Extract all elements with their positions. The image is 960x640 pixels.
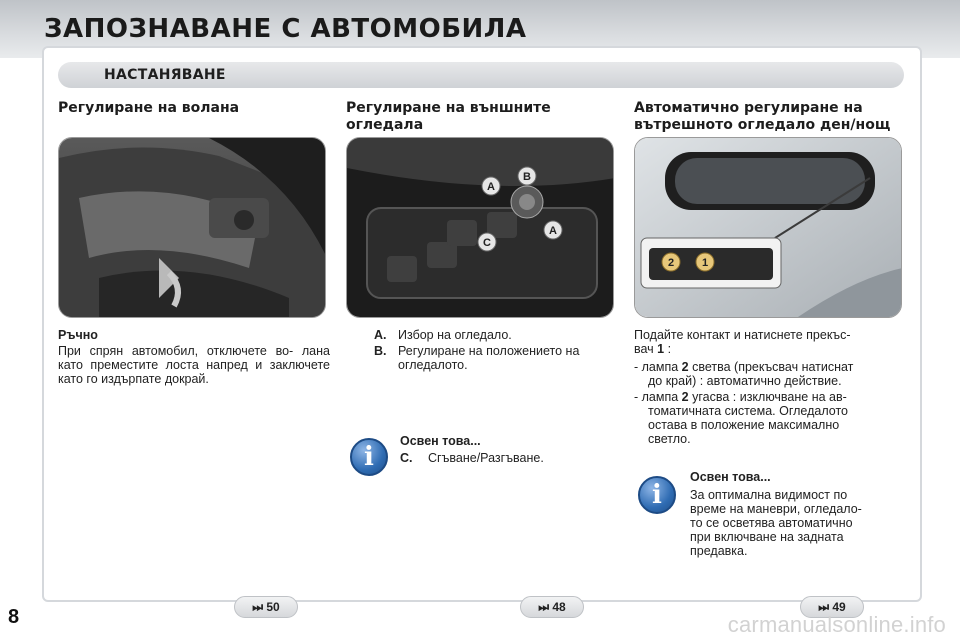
mirror-switch-photo — [346, 137, 614, 318]
info-key-c: C. — [400, 451, 413, 465]
mirror-label-a1: A — [487, 181, 495, 193]
bullet2-line3: остава в положение максимално — [648, 418, 840, 432]
bullet1-line2: до край) : автоматично действие. — [648, 374, 842, 388]
item-a-key: A. — [374, 328, 387, 342]
bullet2-line2: томатичната система. Огледалото — [648, 404, 848, 418]
bullet2-prefix: - лампа — [634, 390, 682, 404]
page-number: 8 — [8, 606, 20, 628]
auto-mirror-heading-line2: вътрешното огледало ден/нощ — [634, 117, 891, 133]
mirror-lamp-label-2: 2 — [667, 257, 675, 269]
info-line-5: предавка. — [690, 544, 748, 558]
steering-illustration — [59, 138, 326, 318]
mirrors-heading-line1: Регулиране на външните — [346, 100, 551, 116]
bullet2-lamp-number: 2 — [681, 390, 689, 404]
info-icon: i — [350, 438, 388, 476]
info-line-2: време на маневри, огледало- — [690, 502, 862, 516]
bullet2-line1 — [634, 390, 847, 404]
bullet1-lamp-number: 2 — [681, 360, 689, 374]
bullet1-prefix: - лампа — [634, 360, 682, 374]
ref-tab-49[interactable]: ⏭ 49 — [800, 596, 864, 618]
intro-line2 — [634, 342, 671, 356]
page-title: ЗАПОЗНАВАНЕ С АВТОМОБИЛА — [44, 14, 527, 44]
intro-line1: Подайте контакт и натиснете прекъс- — [634, 328, 851, 342]
mirror-label-c: C — [483, 237, 491, 249]
mirror-label-a2: A — [549, 225, 557, 237]
bullet2-line4: светло. — [648, 432, 691, 446]
info-title: Освен това... — [690, 470, 771, 484]
info-icon: i — [638, 476, 676, 514]
item-a-text: Избор на огледало. — [398, 328, 512, 342]
steering-heading: Регулиране на волана — [58, 100, 240, 116]
mirror-label-b: B — [523, 171, 531, 183]
section-title: НАСТАНЯВАНЕ — [104, 67, 226, 83]
item-b-text-line1: Регулиране на положението на — [398, 344, 580, 358]
ref-tab-50[interactable]: ⏭ 50 — [234, 596, 298, 618]
bullet2-text-a: угасва : изключване на ав- — [688, 390, 847, 404]
watermark: carmanualsonline.info — [727, 612, 946, 637]
mirrors-heading-line2: огледала — [346, 117, 424, 133]
manual-subheading: Ръчно — [58, 328, 98, 342]
item-b-text-line2: огледалото. — [398, 358, 468, 372]
intro-line2-prefix: вач — [634, 342, 658, 356]
steering-photo — [58, 137, 326, 318]
intro-line2-suffix: : — [664, 342, 672, 356]
bullet1-text-a: светва (прекъсвач натиснат — [688, 360, 854, 374]
switch-number: 1 — [657, 342, 665, 356]
ref-tab-48[interactable]: ⏭ 48 — [520, 596, 584, 618]
steering-body: При спрян автомобил, отключете во- лана като преместите лоста напред и заключете като го издърпате докрай. — [58, 344, 330, 386]
mirror-switch-illustration — [347, 138, 614, 318]
bullet1-line1 — [634, 360, 853, 374]
interior-mirror-photo — [634, 137, 902, 318]
info-text-c: Сгъване/Разгъване. — [428, 451, 544, 465]
mirror-switch-label-1: 1 — [701, 257, 709, 269]
interior-mirror-illustration — [635, 138, 902, 318]
info-line-1: За оптимална видимост по — [690, 488, 848, 502]
info-line-4: при включване на задната — [690, 530, 844, 544]
item-b-key: B. — [374, 344, 387, 358]
info-title: Освен това... — [400, 434, 481, 448]
auto-mirror-heading-line1: Автоматично регулиране на — [634, 100, 863, 116]
info-line-3: то се осветява автоматично — [690, 516, 853, 530]
